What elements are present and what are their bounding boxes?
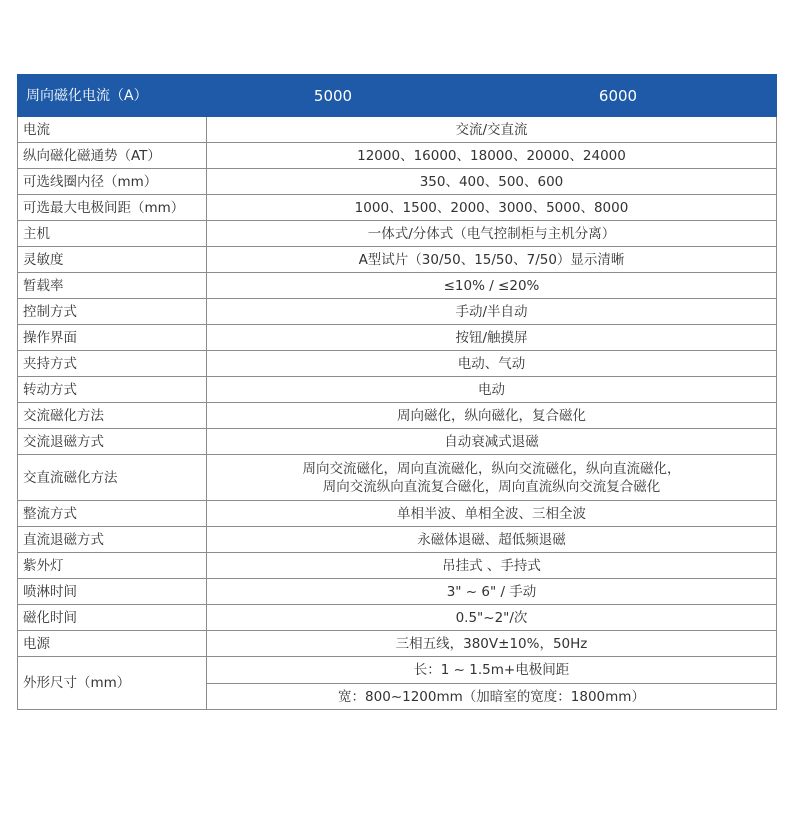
table-row: [18, 455, 777, 501]
table-row: [18, 143, 777, 169]
row-value-line: 周向交流磁化，周向直流磁化，纵向交流磁化，纵向直流磁化，: [302, 460, 681, 477]
table-row: [18, 221, 777, 247]
table-row: [18, 351, 777, 377]
table-row: [18, 299, 777, 325]
row-label: 操作界面: [18, 325, 207, 351]
table-header-row: [18, 75, 777, 117]
row-value: 按钮/触摸屏: [207, 325, 777, 351]
table-row: [18, 169, 777, 195]
table-row: [18, 117, 777, 143]
row-value: 单相半波、单相全波、三相全波: [207, 501, 777, 527]
row-value: 0.5"~2"/次: [207, 605, 777, 631]
row-value: 电动、气动: [207, 351, 777, 377]
row-label: 暂载率: [18, 273, 207, 299]
table-row: [18, 553, 777, 579]
row-label: 灵敏度: [18, 247, 207, 273]
row-value: 电动: [207, 377, 777, 403]
row-value: 手动/半自动: [207, 299, 777, 325]
table-row: [18, 403, 777, 429]
row-value: 宽：800~1200mm（加暗室的宽度：1800mm）: [207, 684, 777, 710]
table-row: [18, 501, 777, 527]
row-label: 整流方式: [18, 501, 207, 527]
row-label: 磁化时间: [18, 605, 207, 631]
table-row: [18, 429, 777, 455]
row-value: ≤10% / ≤20%: [207, 273, 777, 299]
table-row: [18, 527, 777, 553]
row-label: 纵向磁化磁通势（AT）: [18, 143, 207, 169]
row-label: 可选线圈内径（mm）: [18, 169, 207, 195]
row-label: 主机: [18, 221, 207, 247]
table-row: [18, 657, 777, 684]
table-row: [18, 247, 777, 273]
table-row: [18, 195, 777, 221]
header-label: 周向磁化电流（A）: [18, 75, 207, 117]
row-value: 一体式/分体式（电气控制柜与主机分离）: [207, 221, 777, 247]
row-value: 12000、16000、18000、20000、24000: [207, 143, 777, 169]
row-label: 夹持方式: [18, 351, 207, 377]
table-row: [18, 579, 777, 605]
table-row: [18, 631, 777, 657]
row-value-line: 周向交流纵向直流复合磁化，周向直流纵向交流复合磁化: [322, 478, 661, 495]
header-col-6000: 6000: [460, 75, 777, 117]
row-value: 自动衰减式退磁: [207, 429, 777, 455]
row-value: A型试片（30/50、15/50、7/50）显示清晰: [207, 247, 777, 273]
spec-table: [17, 74, 777, 710]
row-value: 3" ~ 6" / 手动: [207, 579, 777, 605]
row-label: 喷淋时间: [18, 579, 207, 605]
row-label: 直流退磁方式: [18, 527, 207, 553]
row-value: 交流/交直流: [207, 117, 777, 143]
row-value: 周向磁化，纵向磁化，复合磁化: [207, 403, 777, 429]
table-row: [18, 605, 777, 631]
row-label: 交流磁化方法: [18, 403, 207, 429]
row-label: 紫外灯: [18, 553, 207, 579]
header-col-5000: 5000: [207, 75, 460, 117]
row-label: 外形尺寸（mm）: [18, 657, 207, 710]
table-row: [18, 273, 777, 299]
row-value: 长：1 ~ 1.5m+电极间距: [207, 657, 777, 684]
row-label: 电源: [18, 631, 207, 657]
row-value: [207, 455, 777, 501]
row-label: 转动方式: [18, 377, 207, 403]
table-row: [18, 377, 777, 403]
row-label: 交流退磁方式: [18, 429, 207, 455]
row-value: 永磁体退磁、超低频退磁: [207, 527, 777, 553]
table-row: [18, 325, 777, 351]
row-label: 控制方式: [18, 299, 207, 325]
row-value: 1000、1500、2000、3000、5000、8000: [207, 195, 777, 221]
row-value: 三相五线，380V±10%，50Hz: [207, 631, 777, 657]
row-label: 交直流磁化方法: [18, 455, 207, 501]
row-label: 电流: [18, 117, 207, 143]
row-label: 可选最大电极间距（mm）: [18, 195, 207, 221]
row-value: 吊挂式 、手持式: [207, 553, 777, 579]
row-value: 350、400、500、600: [207, 169, 777, 195]
